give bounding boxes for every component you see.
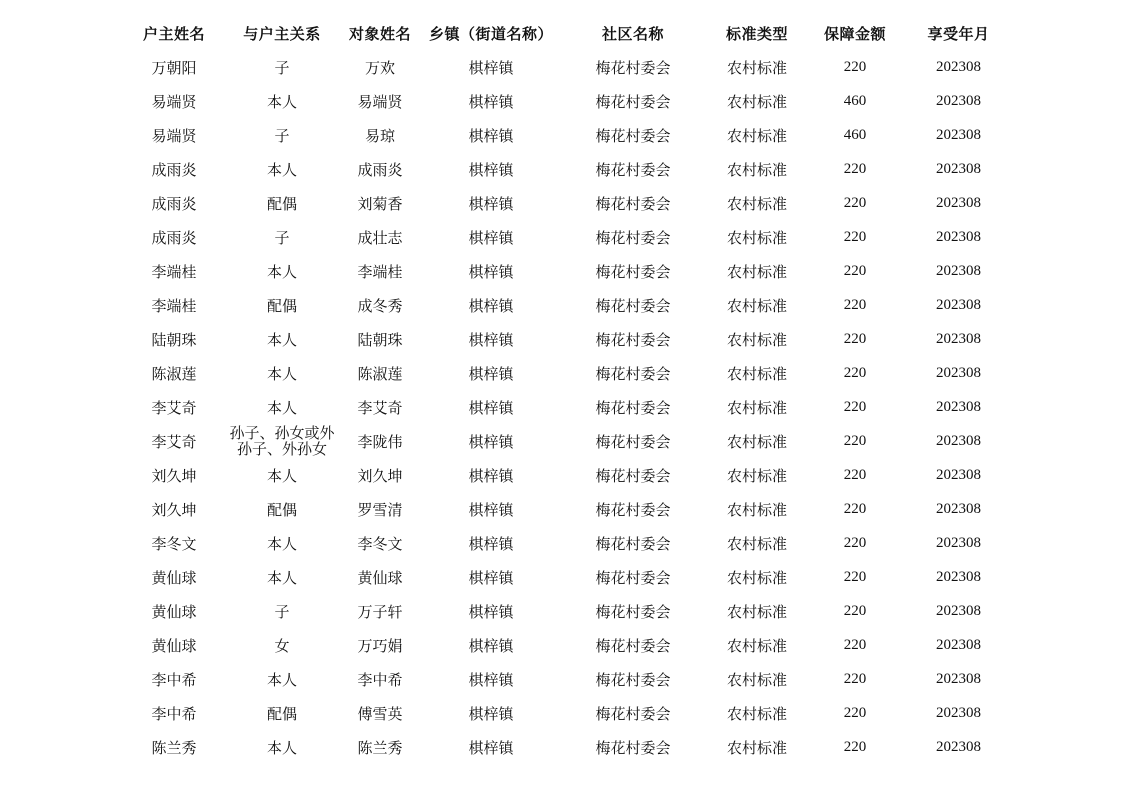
- household-head-cell: 黄仙球: [151, 568, 197, 587]
- benefit-month-cell: 202308: [936, 738, 981, 755]
- relationship-cell: 孙子、孙女或外孙子、外孙女: [229, 424, 335, 458]
- benefit-amount-cell: 220: [843, 160, 867, 177]
- table-row: [121, 356, 1014, 390]
- benefit-month-cell: 202308: [936, 126, 981, 143]
- recipient-name-cell: 罗雪清: [357, 500, 403, 519]
- header-community: 社区名称: [601, 24, 664, 43]
- table-row: [121, 50, 1014, 84]
- standard-type-cell: 农村标准: [726, 636, 787, 655]
- standard-type-cell: 农村标准: [726, 398, 787, 417]
- benefit-amount-cell: 220: [843, 398, 867, 415]
- benefit-amount-cell: 220: [843, 58, 867, 75]
- recipient-name-cell: 李冬文: [357, 534, 403, 553]
- household-head-cell: 李艾奇: [151, 432, 197, 451]
- recipient-name-cell: 李艾奇: [357, 398, 403, 417]
- recipient-name-cell: 李中希: [357, 670, 403, 689]
- standard-type-cell: 农村标准: [726, 432, 787, 451]
- township-cell: 棋梓镇: [468, 466, 514, 485]
- relationship-cell: 本人: [266, 330, 297, 349]
- relationship-cell: 配偶: [266, 500, 297, 519]
- household-head-cell: 万朝阳: [151, 58, 197, 77]
- table-row: [121, 288, 1014, 322]
- township-cell: 棋梓镇: [468, 92, 514, 111]
- relationship-cell: 本人: [266, 262, 297, 281]
- community-cell: 梅花村委会: [595, 636, 671, 655]
- benefit-month-cell: 202308: [936, 296, 981, 313]
- township-cell: 棋梓镇: [468, 58, 514, 77]
- household-head-cell: 黄仙球: [151, 602, 197, 621]
- table-row: [121, 492, 1014, 526]
- recipient-name-cell: 成冬秀: [357, 296, 403, 315]
- community-cell: 梅花村委会: [595, 194, 671, 213]
- table-row: [121, 628, 1014, 662]
- benefit-month-cell: 202308: [936, 160, 981, 177]
- standard-type-cell: 农村标准: [726, 126, 787, 145]
- community-cell: 梅花村委会: [595, 160, 671, 179]
- household-head-cell: 李端桂: [151, 262, 197, 281]
- benefit-amount-cell: 220: [843, 704, 867, 721]
- relationship-cell: 配偶: [266, 296, 297, 315]
- benefit-month-cell: 202308: [936, 92, 981, 109]
- recipient-name-cell: 陈淑莲: [357, 364, 403, 383]
- recipient-name-cell: 黄仙球: [357, 568, 403, 587]
- relationship-cell: 配偶: [266, 704, 297, 723]
- household-head-cell: 李艾奇: [151, 398, 197, 417]
- recipient-name-cell: 成雨炎: [357, 160, 403, 179]
- table-row: [121, 662, 1014, 696]
- benefit-amount-cell: 220: [843, 602, 867, 619]
- standard-type-cell: 农村标准: [726, 466, 787, 485]
- benefit-month-cell: 202308: [936, 636, 981, 653]
- recipient-name-cell: 万巧娟: [357, 636, 403, 655]
- relationship-cell: 子: [274, 126, 290, 145]
- benefit-amount-cell: 220: [843, 228, 867, 245]
- recipient-name-cell: 成壮志: [357, 228, 403, 247]
- table-row: [121, 560, 1014, 594]
- community-cell: 梅花村委会: [595, 126, 671, 145]
- benefit-month-cell: 202308: [936, 670, 981, 687]
- township-cell: 棋梓镇: [468, 432, 514, 451]
- relationship-cell: 本人: [266, 568, 297, 587]
- relationship-cell: 本人: [266, 670, 297, 689]
- standard-type-cell: 农村标准: [726, 194, 787, 213]
- relationship-cell: 本人: [266, 364, 297, 383]
- recipient-name-cell: 李陇伟: [357, 432, 403, 451]
- community-cell: 梅花村委会: [595, 466, 671, 485]
- table-row: [121, 322, 1014, 356]
- table-row: [121, 424, 1014, 458]
- community-cell: 梅花村委会: [595, 364, 671, 383]
- benefit-amount-cell: 220: [843, 262, 867, 279]
- relationship-cell: 本人: [266, 92, 297, 111]
- standard-type-cell: 农村标准: [726, 738, 787, 757]
- header-household-head: 户主姓名: [142, 24, 205, 43]
- benefit-month-cell: 202308: [936, 534, 981, 551]
- header-benefit-amount: 保障金额: [823, 24, 886, 43]
- township-cell: 棋梓镇: [468, 126, 514, 145]
- benefit-month-cell: 202308: [936, 466, 981, 483]
- township-cell: 棋梓镇: [468, 534, 514, 553]
- benefit-amount-cell: 220: [843, 500, 867, 517]
- header-benefit-month: 享受年月: [927, 24, 990, 43]
- recipient-name-cell: 陈兰秀: [357, 738, 403, 757]
- benefit-month-cell: 202308: [936, 704, 981, 721]
- benefit-roster-table: [121, 16, 1014, 764]
- benefit-month-cell: 202308: [936, 398, 981, 415]
- township-cell: 棋梓镇: [468, 738, 514, 757]
- table-row: [121, 254, 1014, 288]
- household-head-cell: 黄仙球: [151, 636, 197, 655]
- recipient-name-cell: 易端贤: [357, 92, 403, 111]
- community-cell: 梅花村委会: [595, 500, 671, 519]
- header-township: 乡镇（街道名称）: [428, 24, 553, 43]
- household-head-cell: 李冬文: [151, 534, 197, 553]
- relationship-cell: 子: [274, 602, 290, 621]
- benefit-month-cell: 202308: [936, 58, 981, 75]
- township-cell: 棋梓镇: [468, 262, 514, 281]
- header-recipient-name: 对象姓名: [348, 24, 411, 43]
- township-cell: 棋梓镇: [468, 500, 514, 519]
- relationship-cell: 本人: [266, 466, 297, 485]
- standard-type-cell: 农村标准: [726, 568, 787, 587]
- community-cell: 梅花村委会: [595, 92, 671, 111]
- household-head-cell: 李端桂: [151, 296, 197, 315]
- benefit-amount-cell: 220: [843, 296, 867, 313]
- relationship-cell: 本人: [266, 160, 297, 179]
- benefit-amount-cell: 220: [843, 670, 867, 687]
- benefit-amount-cell: 220: [843, 330, 867, 347]
- standard-type-cell: 农村标准: [726, 500, 787, 519]
- relationship-cell: 配偶: [266, 194, 297, 213]
- standard-type-cell: 农村标准: [726, 58, 787, 77]
- standard-type-cell: 农村标准: [726, 330, 787, 349]
- table-body: [121, 50, 1014, 764]
- community-cell: 梅花村委会: [595, 58, 671, 77]
- community-cell: 梅花村委会: [595, 602, 671, 621]
- community-cell: 梅花村委会: [595, 330, 671, 349]
- community-cell: 梅花村委会: [595, 568, 671, 587]
- recipient-name-cell: 刘菊香: [357, 194, 403, 213]
- relationship-cell: 子: [274, 58, 290, 77]
- table-row: [121, 186, 1014, 220]
- standard-type-cell: 农村标准: [726, 160, 787, 179]
- household-head-cell: 陆朝珠: [151, 330, 197, 349]
- township-cell: 棋梓镇: [468, 602, 514, 621]
- relationship-cell: 女: [274, 636, 290, 655]
- township-cell: 棋梓镇: [468, 194, 514, 213]
- benefit-month-cell: 202308: [936, 228, 981, 245]
- benefit-amount-cell: 220: [843, 636, 867, 653]
- benefit-month-cell: 202308: [936, 194, 981, 211]
- benefit-month-cell: 202308: [936, 602, 981, 619]
- table-row: [121, 118, 1014, 152]
- community-cell: 梅花村委会: [595, 738, 671, 757]
- household-head-cell: 李中希: [151, 670, 197, 689]
- household-head-cell: 易端贤: [151, 126, 197, 145]
- community-cell: 梅花村委会: [595, 398, 671, 417]
- standard-type-cell: 农村标准: [726, 364, 787, 383]
- table-row: [121, 220, 1014, 254]
- recipient-name-cell: 易琼: [364, 126, 395, 145]
- recipient-name-cell: 陆朝珠: [357, 330, 403, 349]
- benefit-amount-cell: 220: [843, 568, 867, 585]
- benefit-amount-cell: 460: [843, 92, 867, 109]
- community-cell: 梅花村委会: [595, 432, 671, 451]
- benefit-amount-cell: 220: [843, 534, 867, 551]
- recipient-name-cell: 李端桂: [357, 262, 403, 281]
- household-head-cell: 成雨炎: [151, 160, 197, 179]
- community-cell: 梅花村委会: [595, 228, 671, 247]
- standard-type-cell: 农村标准: [726, 92, 787, 111]
- relationship-cell: 本人: [266, 738, 297, 757]
- benefit-amount-cell: 220: [843, 194, 867, 211]
- household-head-cell: 成雨炎: [151, 228, 197, 247]
- table-row: [121, 458, 1014, 492]
- community-cell: 梅花村委会: [595, 534, 671, 553]
- table-row: [121, 152, 1014, 186]
- table-header-row: [121, 16, 1014, 50]
- community-cell: 梅花村委会: [595, 296, 671, 315]
- township-cell: 棋梓镇: [468, 364, 514, 383]
- benefit-month-cell: 202308: [936, 500, 981, 517]
- township-cell: 棋梓镇: [468, 296, 514, 315]
- benefit-month-cell: 202308: [936, 364, 981, 381]
- benefit-amount-cell: 220: [843, 364, 867, 381]
- household-head-cell: 陈兰秀: [151, 738, 197, 757]
- table-row: [121, 84, 1014, 118]
- relationship-cell: 本人: [266, 534, 297, 553]
- community-cell: 梅花村委会: [595, 670, 671, 689]
- benefit-amount-cell: 460: [843, 126, 867, 143]
- household-head-cell: 陈淑莲: [151, 364, 197, 383]
- standard-type-cell: 农村标准: [726, 534, 787, 553]
- table-row: [121, 390, 1014, 424]
- table-row: [121, 526, 1014, 560]
- township-cell: 棋梓镇: [468, 228, 514, 247]
- standard-type-cell: 农村标准: [726, 704, 787, 723]
- township-cell: 棋梓镇: [468, 704, 514, 723]
- household-head-cell: 易端贤: [151, 92, 197, 111]
- township-cell: 棋梓镇: [468, 398, 514, 417]
- table-row: [121, 594, 1014, 628]
- household-head-cell: 成雨炎: [151, 194, 197, 213]
- recipient-name-cell: 刘久坤: [357, 466, 403, 485]
- benefit-amount-cell: 220: [843, 432, 867, 449]
- benefit-amount-cell: 220: [843, 466, 867, 483]
- recipient-name-cell: 万欢: [364, 58, 395, 77]
- table-row: [121, 730, 1014, 764]
- relationship-cell: 本人: [266, 398, 297, 417]
- standard-type-cell: 农村标准: [726, 670, 787, 689]
- header-standard-type: 标准类型: [725, 24, 788, 43]
- township-cell: 棋梓镇: [468, 568, 514, 587]
- benefit-amount-cell: 220: [843, 738, 867, 755]
- standard-type-cell: 农村标准: [726, 602, 787, 621]
- standard-type-cell: 农村标准: [726, 228, 787, 247]
- household-head-cell: 刘久坤: [151, 466, 197, 485]
- benefit-month-cell: 202308: [936, 330, 981, 347]
- standard-type-cell: 农村标准: [726, 296, 787, 315]
- household-head-cell: 刘久坤: [151, 500, 197, 519]
- standard-type-cell: 农村标准: [726, 262, 787, 281]
- benefit-month-cell: 202308: [936, 432, 981, 449]
- township-cell: 棋梓镇: [468, 160, 514, 179]
- community-cell: 梅花村委会: [595, 704, 671, 723]
- table-row: [121, 696, 1014, 730]
- recipient-name-cell: 傅雪英: [357, 704, 403, 723]
- benefit-month-cell: 202308: [936, 568, 981, 585]
- relationship-cell: 子: [274, 228, 290, 247]
- township-cell: 棋梓镇: [468, 670, 514, 689]
- benefit-month-cell: 202308: [936, 262, 981, 279]
- recipient-name-cell: 万子轩: [357, 602, 403, 621]
- township-cell: 棋梓镇: [468, 636, 514, 655]
- community-cell: 梅花村委会: [595, 262, 671, 281]
- township-cell: 棋梓镇: [468, 330, 514, 349]
- header-relationship: 与户主关系: [243, 24, 321, 43]
- household-head-cell: 李中希: [151, 704, 197, 723]
